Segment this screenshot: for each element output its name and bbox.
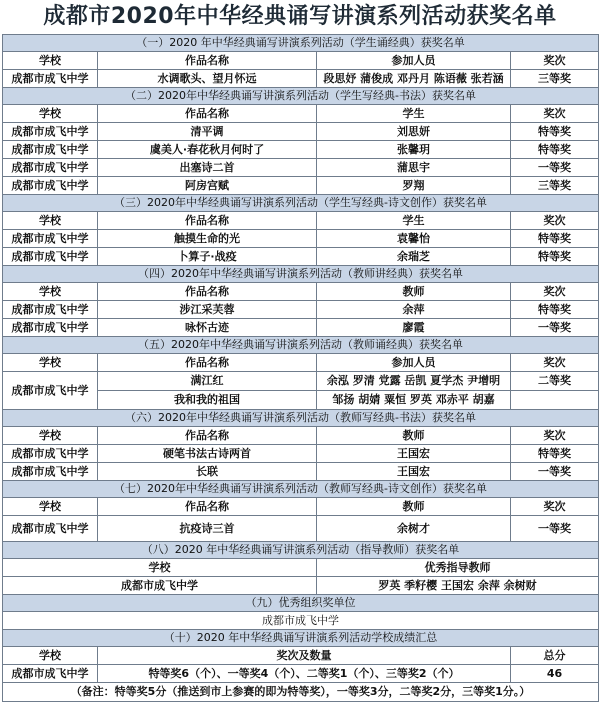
header-row	[3, 105, 599, 123]
col-participants: 参加人员	[317, 52, 511, 70]
section-4-heading: （四）2020年中华经典诵写讲演系列活动（教师讲经典）获奖名单	[3, 266, 599, 283]
section-heading	[3, 88, 599, 105]
student-cell: 刘思妍	[317, 123, 511, 141]
table-row	[3, 123, 599, 141]
school-cell: 成都市成飞中学	[3, 372, 98, 410]
work-cell: 水调歌头、望月怀远	[98, 70, 317, 88]
teacher-cell: 余萍	[317, 301, 511, 319]
col-work: 作品名称	[98, 427, 317, 445]
col-award: 奖次	[511, 427, 599, 445]
award-cell: 一等奖	[511, 516, 599, 542]
col-award: 奖次	[511, 283, 599, 301]
header-row	[3, 212, 599, 230]
work-cell: 虞美人·春花秋月何时了	[98, 141, 317, 159]
table-row	[3, 248, 599, 266]
student-cell: 罗翔	[317, 177, 511, 195]
work-cell: 长联	[98, 463, 317, 481]
work-cell: 阿房宫赋	[98, 177, 317, 195]
table-row	[3, 665, 599, 683]
teacher-cell: 余树才	[317, 516, 511, 542]
award-cell: 一等奖	[511, 319, 599, 337]
note-row	[3, 683, 599, 702]
col-total: 总分	[511, 647, 599, 665]
section-6-heading: （六）2020年中华经典诵写讲演系列活动（教师写经典-书法）获奖名单	[3, 410, 599, 427]
col-school: 学校	[3, 427, 98, 445]
section-heading	[3, 35, 599, 52]
header-row	[3, 283, 599, 301]
school-cell: 成都市成飞中学	[3, 577, 317, 595]
section-3-heading: （三）2020年中华经典诵写讲演系列活动（学生写经典-诗文创作）获奖名单	[3, 195, 599, 212]
school-cell: 成都市成飞中学	[3, 665, 98, 683]
section-5-heading: （五）2020年中华经典诵写讲演系列活动（教师诵经典）获奖名单	[3, 337, 599, 354]
award-cell: 一等奖	[511, 463, 599, 481]
col-school: 学校	[3, 212, 98, 230]
col-award: 奖次	[511, 212, 599, 230]
work-cell: 触摸生命的光	[98, 230, 317, 248]
table-row	[3, 177, 599, 195]
award-cell: 特等奖	[511, 445, 599, 463]
award-cell: 特等奖	[511, 248, 599, 266]
school-cell: 成都市成飞中学	[3, 301, 98, 319]
school-cell: 成都市成飞中学	[3, 123, 98, 141]
school-cell: 成都市成飞中学	[3, 463, 98, 481]
table-row	[3, 141, 599, 159]
student-cell: 蒲思宇	[317, 159, 511, 177]
table-row	[3, 445, 599, 463]
work-cell: 我和我的祖国	[98, 391, 317, 410]
section-9-heading: （九）优秀组织奖单位	[3, 595, 599, 612]
header-row	[3, 647, 599, 665]
school-cell: 成都市成飞中学	[3, 159, 98, 177]
header-row	[3, 427, 599, 445]
section-heading	[3, 481, 599, 498]
col-work: 作品名称	[98, 283, 317, 301]
col-teacher: 教师	[317, 283, 511, 301]
award-cell: 特等奖	[511, 230, 599, 248]
table-row	[3, 301, 599, 319]
participants-cell: 余泓 罗清 党露 岳凯 夏学杰 尹增明	[317, 372, 511, 391]
school-cell: 成都市成飞中学	[3, 70, 98, 88]
col-school: 学校	[3, 559, 317, 577]
school-cell: 成都市成飞中学	[3, 177, 98, 195]
work-cell: 抗疫诗三首	[98, 516, 317, 542]
section-10-heading: （十）2020 年中华经典诵写讲演系列活动学校成绩汇总	[3, 630, 599, 647]
col-award: 奖次	[511, 354, 599, 372]
section-heading	[3, 337, 599, 354]
scoring-note: （备注：特等奖5分（推送到市上参赛的即为特等奖），一等奖3分，二等奖2分，三等奖1分。）	[3, 683, 599, 702]
header-row	[3, 354, 599, 372]
work-cell: 满江红	[98, 372, 317, 391]
col-school: 学校	[3, 283, 98, 301]
school-cell: 成都市成飞中学	[3, 230, 98, 248]
col-work: 作品名称	[98, 498, 317, 516]
award-cell: 一等奖	[511, 159, 599, 177]
col-award-count: 奖次及数量	[98, 647, 511, 665]
work-cell: 卜算子·战疫	[98, 248, 317, 266]
participants-cell: 邹扬 胡婧 粟恒 罗英 邓赤平 胡嘉	[317, 391, 511, 410]
award-cell: 特等奖	[511, 123, 599, 141]
col-award: 奖次	[511, 105, 599, 123]
col-school: 学校	[3, 52, 98, 70]
student-cell: 张馨玥	[317, 141, 511, 159]
col-advisor: 优秀指导教师	[317, 559, 599, 577]
student-cell: 余瑞芝	[317, 248, 511, 266]
award-table	[2, 34, 599, 702]
advisor-cell: 罗英 季籽樱 王国宏 余萍 余树财	[317, 577, 599, 595]
col-school: 学校	[3, 105, 98, 123]
school-cell: 成都市成飞中学	[3, 445, 98, 463]
col-work: 作品名称	[98, 52, 317, 70]
col-work: 作品名称	[98, 212, 317, 230]
teacher-cell: 王国宏	[317, 445, 511, 463]
student-cell: 袁馨怡	[317, 230, 511, 248]
table-row	[3, 159, 599, 177]
col-student: 学生	[317, 105, 511, 123]
award-cell: 二等奖	[511, 372, 599, 391]
school-cell: 成都市成飞中学	[3, 248, 98, 266]
award-cell: 三等奖	[511, 70, 599, 88]
table-row	[3, 516, 599, 542]
col-work: 作品名称	[98, 354, 317, 372]
award-cell: 特等奖	[511, 301, 599, 319]
section-heading	[3, 266, 599, 283]
table-row	[3, 612, 599, 630]
work-cell: 硬笔书法古诗两首	[98, 445, 317, 463]
col-teacher: 教师	[317, 498, 511, 516]
award-cell: 三等奖	[511, 177, 599, 195]
header-row	[3, 52, 599, 70]
table-row	[3, 230, 599, 248]
total-score-cell: 46	[511, 665, 599, 683]
col-school: 学校	[3, 354, 98, 372]
section-heading	[3, 195, 599, 212]
teacher-cell: 廖霞	[317, 319, 511, 337]
table-row	[3, 577, 599, 595]
work-cell: 涉江采芙蓉	[98, 301, 317, 319]
col-award: 奖次	[511, 52, 599, 70]
section-8-heading: （八）2020 年中华经典诵写讲演系列活动（指导教师）获奖名单	[3, 542, 599, 559]
col-award: 奖次	[511, 498, 599, 516]
section-heading	[3, 410, 599, 427]
organizer-award-cell: 成都市成飞中学	[3, 612, 599, 630]
participants-cell: 段思妤 蒲俊成 邓丹月 陈语薇 张若涵	[317, 70, 511, 88]
section-7-heading: （七）2020年中华经典诵写讲演系列活动（教师写经典-诗文创作）获奖名单	[3, 481, 599, 498]
col-school: 学校	[3, 498, 98, 516]
section-heading	[3, 630, 599, 647]
work-cell: 咏怀古迹	[98, 319, 317, 337]
school-cell: 成都市成飞中学	[3, 141, 98, 159]
col-teacher: 教师	[317, 427, 511, 445]
table-row	[3, 463, 599, 481]
work-cell: 清平调	[98, 123, 317, 141]
col-participants: 参加人员	[317, 354, 511, 372]
award-cell	[511, 391, 599, 410]
school-cell: 成都市成飞中学	[3, 516, 98, 542]
col-school: 学校	[3, 647, 98, 665]
school-cell: 成都市成飞中学	[3, 319, 98, 337]
award-count-cell: 特等奖6（个）、一等奖4（个）、二等奖1（个）、三等奖2（个）	[98, 665, 511, 683]
section-heading	[3, 542, 599, 559]
header-row	[3, 559, 599, 577]
section-1-heading: （一）2020 年中华经典诵写讲演系列活动（学生诵经典）获奖名单	[3, 35, 599, 52]
table-row	[3, 70, 599, 88]
award-cell: 特等奖	[511, 141, 599, 159]
page-title: 成都市2020年中华经典诵写讲演系列活动获奖名单	[43, 4, 557, 29]
col-student: 学生	[317, 212, 511, 230]
work-cell: 出塞诗二首	[98, 159, 317, 177]
header-row	[3, 498, 599, 516]
teacher-cell: 王国宏	[317, 463, 511, 481]
col-work: 作品名称	[98, 105, 317, 123]
table-row	[3, 319, 599, 337]
table-row	[3, 372, 599, 391]
section-2-heading: （二）2020年中华经典诵写讲演系列活动（学生写经典-书法）获奖名单	[3, 88, 599, 105]
section-heading	[3, 595, 599, 612]
